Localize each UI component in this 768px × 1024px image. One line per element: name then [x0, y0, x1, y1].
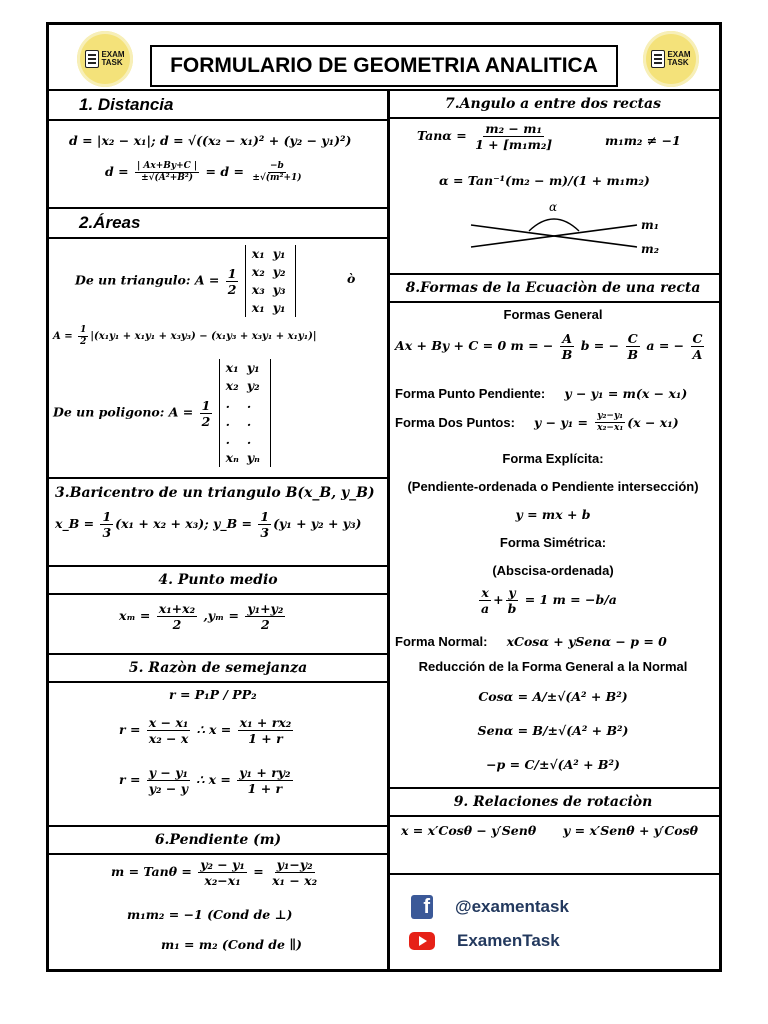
- formula-distance: d = |x₂ − x₁|; d = √((x₂ − x₁)² + (y₂ − y₁)²): [69, 133, 352, 148]
- youtube-icon: [409, 932, 435, 950]
- formula-punto-medio: xₘ = $\frac{\text{x₁+x₂}}{2}$ ,yₘ = $\frac{\text{y₁+y₂}}{2}$: [119, 601, 284, 632]
- section-title-pendiente: 6.Pendiente (m): [49, 825, 387, 855]
- formula-cos-alpha: Cosα = A/±√(A² + B²): [478, 689, 628, 704]
- or-note: ò: [347, 271, 356, 286]
- section-title-razon: 5. Razòn de semejanza: [49, 653, 387, 683]
- formula-rotacion-y: y = x′Senθ + y′Cosθ: [563, 823, 698, 838]
- document-icon: [651, 50, 665, 68]
- forma-simetrica-sub: (Abscisa-ordenada): [492, 563, 614, 578]
- alpha-label: α: [549, 200, 558, 214]
- angle-between-lines-diagram: [465, 199, 665, 257]
- formula-parallel: m₁ = m₂ (Cond de ∥): [161, 937, 302, 952]
- formula-triangle-expanded: A = $\frac{1}{2}$ |(x₁y₁ + x₁y₁ + x₃y₃) − (x₁y₃ + x₃y₁ + x₁y₁)|: [53, 325, 317, 347]
- formula-pendiente: m = Tanθ = $\frac{\text{y₂ − y₁}}{\text{x₂−x₁}}$ = $\frac{\text{y₁−y₂}}{\text{x₁ − x₂}}$: [111, 857, 318, 888]
- formula-sen-alpha: Senα = B/±√(A² + B²): [477, 723, 629, 738]
- section-title-areas: 2.Áreas: [49, 207, 387, 239]
- examtask-logo-right: EXAM TASK: [643, 31, 699, 87]
- m1-label: m₁: [641, 218, 659, 232]
- formula-forma-general: Ax + By + C = 0 m = − $\frac{A}{B}$ b = − $\frac{C}{B}$ a = − $\frac{C}{A}$: [395, 331, 703, 362]
- formula-simetrica: $\frac{x}{a}$ + $\frac{y}{b}$ = 1 m = −b/a: [481, 585, 617, 616]
- formula-baricentro: x_B = $\frac{1}{3}$ (x₁ + x₂ + x₃); y_B = $\frac{1}{3}$ (y₁ + y₂ + y₃): [55, 509, 362, 540]
- document-icon: [85, 50, 99, 68]
- forma-simetrica-heading: Forma Simétrica:: [499, 535, 607, 550]
- youtube-channel: ExamenTask: [457, 931, 560, 950]
- m2-label: m₂: [641, 242, 659, 256]
- section-title-baricentro: 3.Baricentro de un triangulo B(x_B, y_B): [49, 477, 387, 507]
- forma-dos-puntos: Forma Dos Puntos: y − y₁ = $\frac{\text{y₂−y₁}}{\text{x₂−x₁}}$ (x − x₁): [395, 411, 679, 433]
- section-title-rotacion: 9. Relaciones de rotaciòn: [387, 787, 719, 817]
- formula-sheet: [46, 22, 722, 972]
- formula-razon-x: r = $\frac{\text{x − x₁}}{\text{x₂ − x}}$ ∴ x = $\frac{\text{x₁ + rx₂}}{1 + r}$: [119, 715, 292, 746]
- forma-punto-pendiente: Forma Punto Pendiente: y − y₁ = m(x − x₁): [395, 386, 688, 401]
- formula-polygon-area: De un poligono: A = $\frac{1}{2}$ x₁ y₁ x₂ y₂ . . . . . . xₙ yₙ: [53, 359, 271, 467]
- facebook-handle: @examentask: [455, 897, 569, 916]
- formula-distance-line: d = $\frac{| Ax+By+C |}{\text{±√(A²+B²)}}$ = d = $\frac{-b}{\text{±√(m²+1)}}$: [105, 161, 302, 183]
- formula-razon-def: r = P₁P / PP₂: [169, 687, 257, 702]
- forma-general-heading: Formas General: [503, 307, 603, 322]
- section-title-distancia: 1. Distancia: [49, 89, 387, 121]
- right-column: [387, 89, 719, 969]
- forma-explicita-sub: (Pendiente-ordenada o Pendiente intersección): [407, 479, 699, 494]
- page-title: FORMULARIO DE GEOMETRIA ANALITICA: [150, 45, 618, 87]
- youtube-link[interactable]: [409, 931, 560, 951]
- facebook-link[interactable]: [411, 895, 569, 919]
- formula-tan-alpha: Tanα = $\frac{\text{m₂ − m₁}}{\text{1 + [m₁m₂]}}$: [417, 121, 553, 152]
- formula-perpendicular: m₁m₂ = −1 (Cond de ⊥): [127, 907, 293, 922]
- left-column: [49, 89, 390, 969]
- formula-alpha: α = Tan⁻¹(m₂ − m)/(1 + m₁m₂): [439, 173, 650, 188]
- formula-triangle-area: De un triangulo: A = $\frac{1}{2}$ x₁ y₁ x₂ y₂ x₃ y₃ x₁ y₁: [75, 245, 296, 317]
- forma-explicita-heading: Forma Explícita:: [502, 451, 604, 466]
- section-title-punto-medio: 4. Punto medio: [49, 565, 387, 595]
- divider: [387, 873, 719, 875]
- section-title-formas: 8.Formas de la Ecuaciòn de una recta: [387, 273, 719, 303]
- formula-p: −p = C/±√(A² + B²): [486, 757, 620, 772]
- section-title-angulo: 7.Angulo a entre dos rectas: [387, 89, 719, 119]
- formula-razon-y: r = $\frac{\text{y − y₁}}{\text{y₂ − y}}$ ∴ x = $\frac{\text{y₁ + ry₂}}{1 + r}$: [119, 765, 291, 796]
- formula-rotacion-x: x = x′Cosθ − y′Senθ: [401, 823, 537, 838]
- reduccion-heading: Reducción de la Forma General a la Normal: [418, 659, 688, 674]
- formula-condition: m₁m₂ ≠ −1: [605, 133, 681, 148]
- forma-normal: Forma Normal: xCosα + ySenα − p = 0: [395, 634, 667, 649]
- formula-explicita: y = mx + b: [515, 507, 591, 522]
- examtask-logo-left: EXAM TASK: [77, 31, 133, 87]
- facebook-icon: f: [411, 895, 433, 919]
